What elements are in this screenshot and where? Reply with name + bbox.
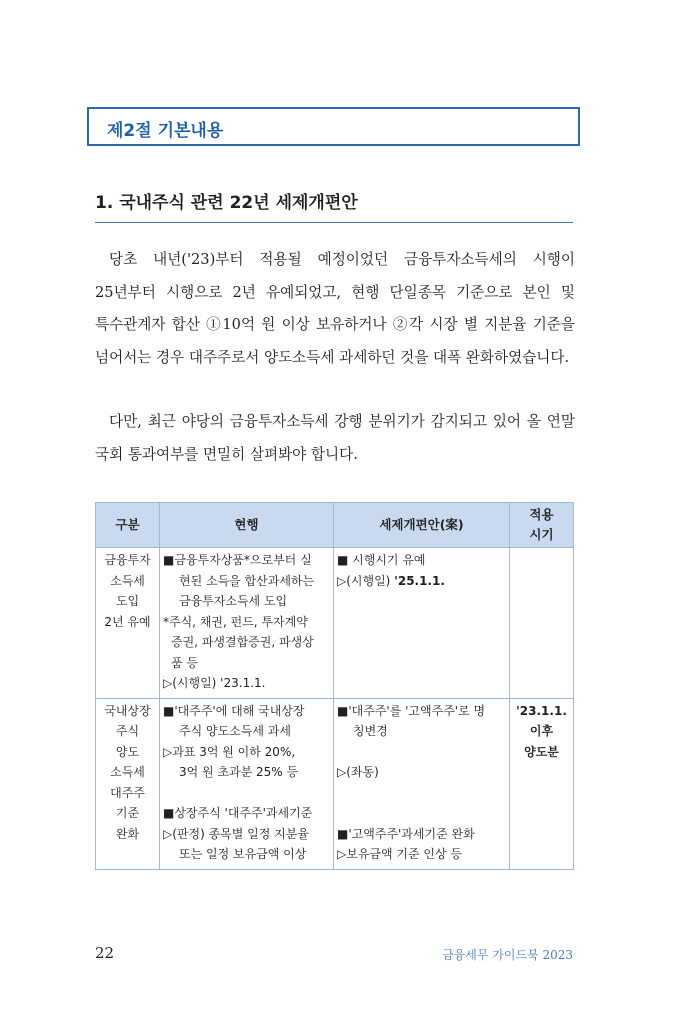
proposal-line-text: ■ 시행시기 유예	[337, 553, 426, 567]
current-line-text: 금융투자소득세 도입	[179, 594, 288, 608]
current-line	[163, 653, 330, 674]
proposal-line	[337, 701, 506, 722]
header-category: 구분	[96, 503, 160, 548]
body-paragraph-1: 당초 내년('23)부터 적용될 예정이었던 금융투자소득세의 시행이 25년부터 시행으로 2년 유예되었고, 현행 단일종목 기준으로 본인 및 특수관계자 합산 ①10억 원 이상 보유하거나 ②각 시장 별 지분율 기준을 넘어서는 경우 대주주로서 양도소득세 과세하던 것을 대폭 완화하였습니다.	[95, 251, 575, 366]
table-body	[96, 548, 574, 870]
cell-proposal	[334, 698, 510, 869]
header-current: 현행	[160, 503, 334, 548]
cell-proposal	[334, 548, 510, 699]
proposal-line	[337, 844, 506, 865]
proposal-line-text: 칭변경	[353, 724, 388, 738]
category-line: 금융투자	[104, 553, 151, 567]
proposal-line-text: ▷(좌동)	[337, 765, 379, 779]
current-line-text: ▷과표 3억 원 이하 20%,	[163, 744, 296, 759]
proposal-line	[337, 550, 506, 571]
current-line	[163, 673, 330, 694]
apply-line: 이후	[529, 724, 554, 738]
blank-line	[163, 783, 330, 804]
cell-current	[160, 698, 334, 869]
current-line-text: ▷(시행일) '23.1.1.	[163, 676, 266, 690]
tax-reform-table	[95, 502, 574, 870]
category-line: 주식	[115, 724, 140, 738]
proposal-line-text: ■'대주주'를 '고액주주'로 명	[337, 703, 486, 718]
subsection-heading: 1. 국내주식 관련 22년 세제개편안	[95, 193, 358, 213]
current-line	[163, 612, 330, 633]
current-line-text: 3억 원 초과분 25% 등	[179, 765, 299, 779]
current-line	[163, 824, 330, 845]
category-line: 완화	[115, 826, 140, 841]
proposal-line-text: ■'고액주주'과세기준 완화	[337, 826, 475, 841]
blank-line	[337, 803, 506, 824]
header-proposal: 세제개편안(案)	[334, 503, 510, 548]
current-line-text: *주식, 채권, 펀드, 투자계약	[163, 614, 308, 629]
running-head: 금융세무 가이드북 2023	[442, 948, 573, 962]
subsection-rule	[95, 222, 573, 223]
cell-category	[96, 698, 160, 869]
current-line	[163, 550, 330, 571]
current-line-text: 증권, 파생결합증권, 파생상	[171, 635, 314, 649]
current-line-text: 주식 양도소득세 과세	[179, 724, 291, 738]
category-line: 2년 유예	[104, 614, 151, 629]
blank-line	[337, 783, 506, 804]
category-line: 대주주	[110, 785, 145, 800]
proposal-line	[337, 762, 506, 783]
current-line-text: ▷(판정) 종목별 일정 지분율	[163, 826, 309, 841]
header-apply	[510, 503, 574, 548]
table-row	[96, 548, 574, 699]
proposal-line	[337, 824, 506, 845]
category-line: 국내상장	[104, 703, 151, 718]
current-line-text: 현된 소득을 합산과세하는	[179, 573, 315, 588]
current-line-text: ■'대주주'에 대해 국내상장	[163, 703, 305, 718]
current-line-text: 품 등	[171, 655, 198, 670]
proposal-line-text: ▷보유금액 기준 인상 등	[337, 847, 463, 861]
current-line	[163, 803, 330, 824]
cell-apply	[510, 698, 574, 869]
header-apply-text: 적용 시기	[529, 507, 554, 542]
proposal-line-bold: '25.1.1.	[394, 573, 445, 588]
category-line: 소득세	[110, 765, 145, 779]
current-line	[163, 762, 330, 783]
current-line-text: ■금융투자상품*으로부터 실	[163, 553, 312, 567]
current-line	[163, 701, 330, 722]
current-line	[163, 571, 330, 592]
category-line: 도입	[115, 594, 140, 608]
current-line-text: 또는 일정 보유금액 이상	[179, 847, 307, 861]
cell-category	[96, 548, 160, 699]
section-title: 제2절 기본내용	[107, 121, 224, 141]
cell-current	[160, 548, 334, 699]
section-title-box	[87, 107, 580, 146]
proposal-line-text: ▷(시행일)	[337, 573, 395, 588]
table-row	[96, 698, 574, 869]
category-line: 양도	[115, 744, 140, 759]
blank-line	[337, 742, 506, 763]
current-line	[163, 721, 330, 742]
category-line: 소득세	[110, 573, 145, 588]
current-line-text: ■상장주식 '대주주'과세기준	[163, 806, 313, 820]
category-line: 기준	[115, 806, 140, 820]
current-line	[163, 632, 330, 653]
apply-line: '23.1.1.	[516, 703, 567, 718]
cell-apply	[510, 548, 574, 699]
current-line	[163, 591, 330, 612]
proposal-line	[337, 571, 506, 592]
current-line	[163, 844, 330, 865]
body-paragraph-2: 다만, 최근 야당의 금융투자소득세 강행 분위기가 감지되고 있어 올 연말 국회 통과여부를 면밀히 살펴봐야 합니다.	[95, 413, 575, 463]
page-number: 22	[95, 944, 115, 962]
proposal-line	[337, 721, 506, 742]
apply-line: 양도분	[524, 744, 559, 759]
current-line	[163, 742, 330, 763]
table-header-row	[96, 503, 574, 548]
